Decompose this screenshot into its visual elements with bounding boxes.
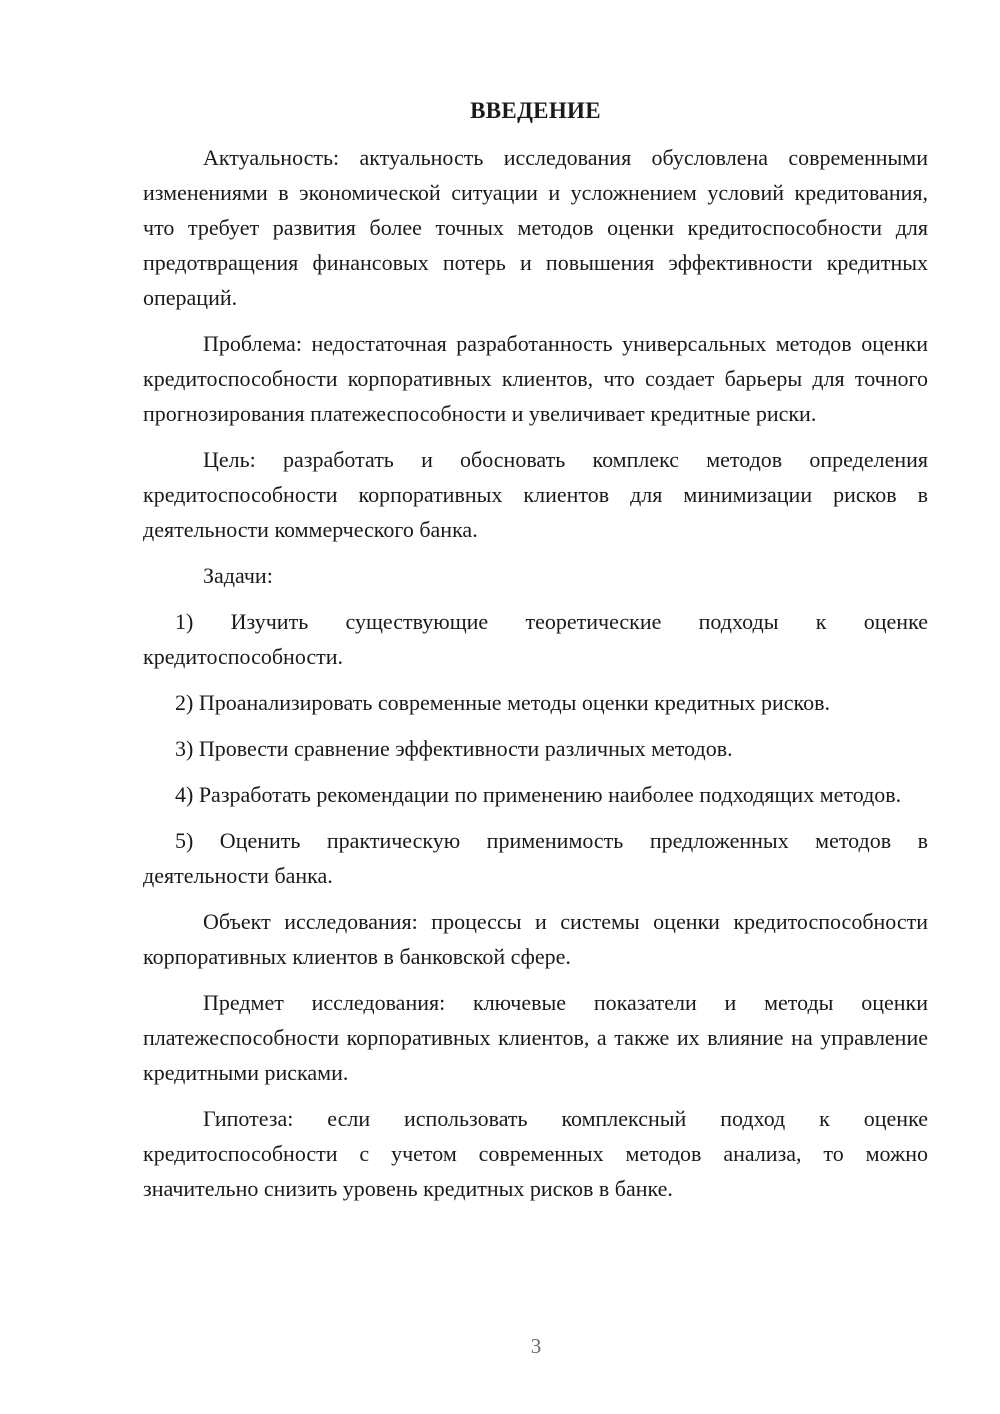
- paragraph-hypothesis: Гипотеза: если использовать комплексный подход к оценке кредитоспособности с учетом современных методов анализа, то можно значительно снизить уровень кредитных рисков в банке.: [143, 1106, 928, 1201]
- paragraph-object: Объект исследования: процессы и системы оценки кредитоспособности корпоративных клиентов в банковской сфере.: [143, 909, 928, 969]
- task-item-1: 1) Изучить существующие теоретические подходы к оценке кредитоспособности.: [143, 609, 928, 669]
- paragraph-subject: Предмет исследования: ключевые показатели и методы оценки платежеспособности корпоративных клиентов, а также их влияние на управление кредитными рисками.: [143, 990, 928, 1085]
- task-item-3: 3) Провести сравнение эффективности различных методов.: [175, 736, 733, 761]
- task-item-5: 5) Оценить практическую применимость предложенных методов в деятельности банка.: [143, 828, 928, 888]
- paragraph-goal: Цель: разработать и обосновать комплекс методов определения кредитоспособности корпоративных клиентов для минимизации рисков в деятельности коммерческого банка.: [143, 447, 928, 542]
- task-item-4: 4) Разработать рекомендации по применению наиболее подходящих методов.: [175, 782, 902, 807]
- document-page: [143, 96, 928, 1217]
- paragraph-problem: Проблема: недостаточная разработанность универсальных методов оценки кредитоспособности корпоративных клиентов, что создает барьеры для точного прогнозирования платежеспособности и увеличивает кредитные риски.: [143, 331, 928, 426]
- task-item-2: 2) Проанализировать современные методы оценки кредитных рисков.: [175, 690, 830, 715]
- paragraph-relevance: Актуальность: актуальность исследования обусловлена современными изменениями в экономической ситуации и усложнением условий кредитования, что требует развития более точных методов оценки кредитоспособности для предотвращения финансовых потерь и повышения эффективности кредитных операций.: [143, 145, 928, 310]
- page-number: 3: [530, 1334, 542, 1358]
- section-title: ВВЕДЕНИЕ: [470, 98, 601, 123]
- paragraph-tasks-heading: Задачи:: [203, 563, 273, 588]
